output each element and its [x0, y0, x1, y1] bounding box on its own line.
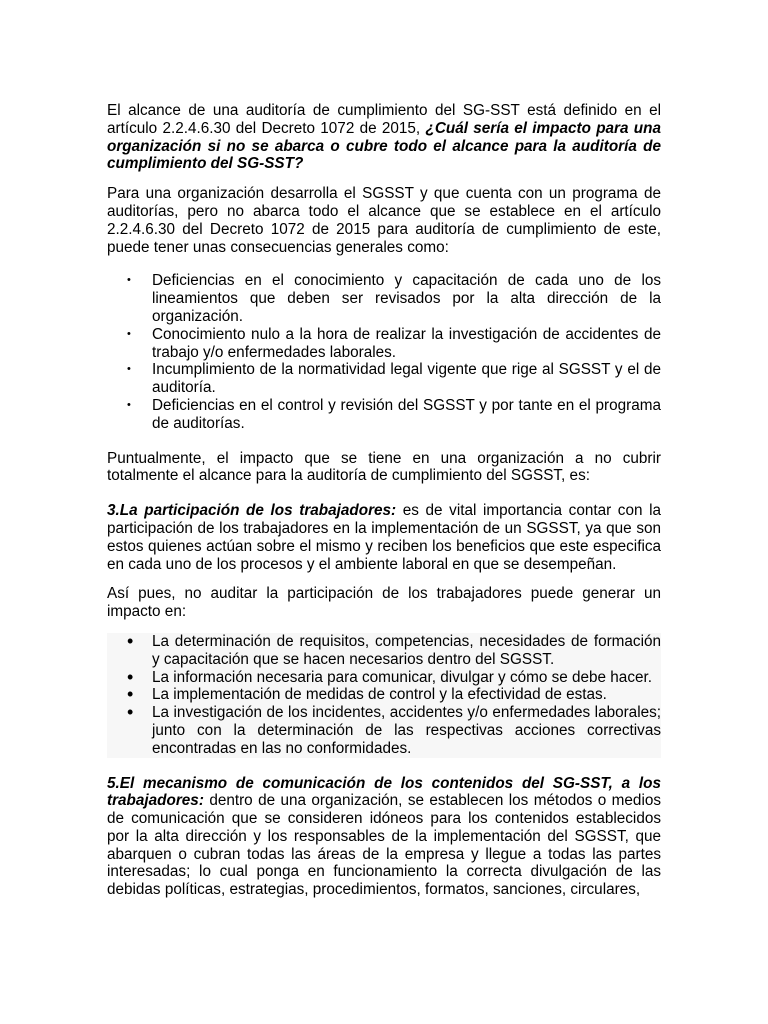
- intro-paragraph: [107, 102, 661, 173]
- bullet-icon: •: [127, 702, 134, 723]
- list-item: • Conocimiento nulo a la hora de realizar la investigación de accidentes de trabajo y/o enfermedades laborales.: [127, 325, 661, 361]
- paragraph-participation-impact: Así pues, no auditar la participación de los trabajadores puede generar un impacto en:: [107, 585, 661, 621]
- list-item: • Incumplimiento de la normatividad legal vigente que rige al SGSST y el de auditoría.: [127, 361, 661, 397]
- list-item: • La determinación de requisitos, competencias, necesidades de formación y capacitación que se hacen necesarios dentro del SGSST.: [127, 630, 661, 668]
- list-item: • La información necesaria para comunicar, divulgar y cómo se debe hacer.: [127, 666, 652, 687]
- paragraph-consequences-intro: Para una organización desarrolla el SGSST y que cuenta con un programa de auditorías, pero no abarca todo el alcance que se establece en el artículo 2.2.4.6.30 del Decreto 1072 de 2015 para auditoría de cumplimiento de este, puede tener unas consecuencias generales como:: [107, 185, 661, 256]
- bullet-icon: •: [127, 327, 131, 340]
- bullet-icon: •: [127, 363, 131, 376]
- section-3: [107, 502, 661, 573]
- bullet-icon: •: [127, 630, 134, 651]
- section-3-text: es de vital importancia contar con la participación de los trabajadores en la implementación de un SGSST, ya que son estos quienes actúan sobre el mismo y reciben los beneficios que este especifica en cada uno de los procesos y el ambiente laboral en que se desempeñan.: [107, 502, 661, 573]
- intro-text: El alcance de una auditoría de cumplimiento del SG-SST está definido en el artículo 2.2.4.6.30 del Decreto 1072 de 2015,: [107, 102, 661, 137]
- bullet-icon: •: [127, 684, 134, 705]
- list-item: • Deficiencias en el control y revisión del SGSST y por tante en el programa de auditorías.: [127, 396, 661, 432]
- section-5-text: dentro de una organización, se establecen los métodos o medios de comunicación que se consideren idóneos para los contenidos establecidos por la alta dirección y los responsables de la implementación del SGSST, que abarquen o cubran todas las áreas de la empresa y llegue a todas las partes interesadas; lo cual ponga en funcionamiento la correcta divulgación de las debidas políticas, estrategias, procedimientos, formatos, sanciones, circulares,: [107, 792, 661, 899]
- section-3-heading: 3.La participación de los trabajadores:: [107, 502, 397, 520]
- list-item: • La investigación de los incidentes, accidentes y/o enfermedades laborales; junto con la determinación de las respectivas acciones correctivas encontradas en las no conformidades.: [127, 702, 661, 757]
- list-item: • Deficiencias en el conocimiento y capacitación de cada uno de los lineamientos que deben ser revisados por la alta dirección de la organización.: [127, 272, 661, 325]
- intro-question: ¿Cuál sería el impacto para una organización si no se abarca o cubre todo el alcance para la auditoría de cumplimiento del SG-SST?: [107, 119, 661, 173]
- paragraph-impact-intro: Puntualmente, el impacto que se tiene en una organización a no cubrir totalmente el alcance para la auditoría de cumplimiento del SGSST, es:: [107, 449, 661, 485]
- section-5: [107, 775, 661, 900]
- bullet-icon: •: [127, 274, 131, 287]
- bullet-icon: •: [127, 398, 131, 411]
- bullet-icon: •: [127, 666, 134, 687]
- consequences-list: [107, 272, 661, 432]
- list-item: • La implementación de medidas de control y la efectividad de estas.: [127, 684, 607, 705]
- section-5-heading: 5.El mecanismo de comunicación de los contenidos del SG-SST, a los trabajadores:: [107, 774, 661, 810]
- document-body: [107, 102, 661, 899]
- participation-impact-list: [107, 630, 661, 758]
